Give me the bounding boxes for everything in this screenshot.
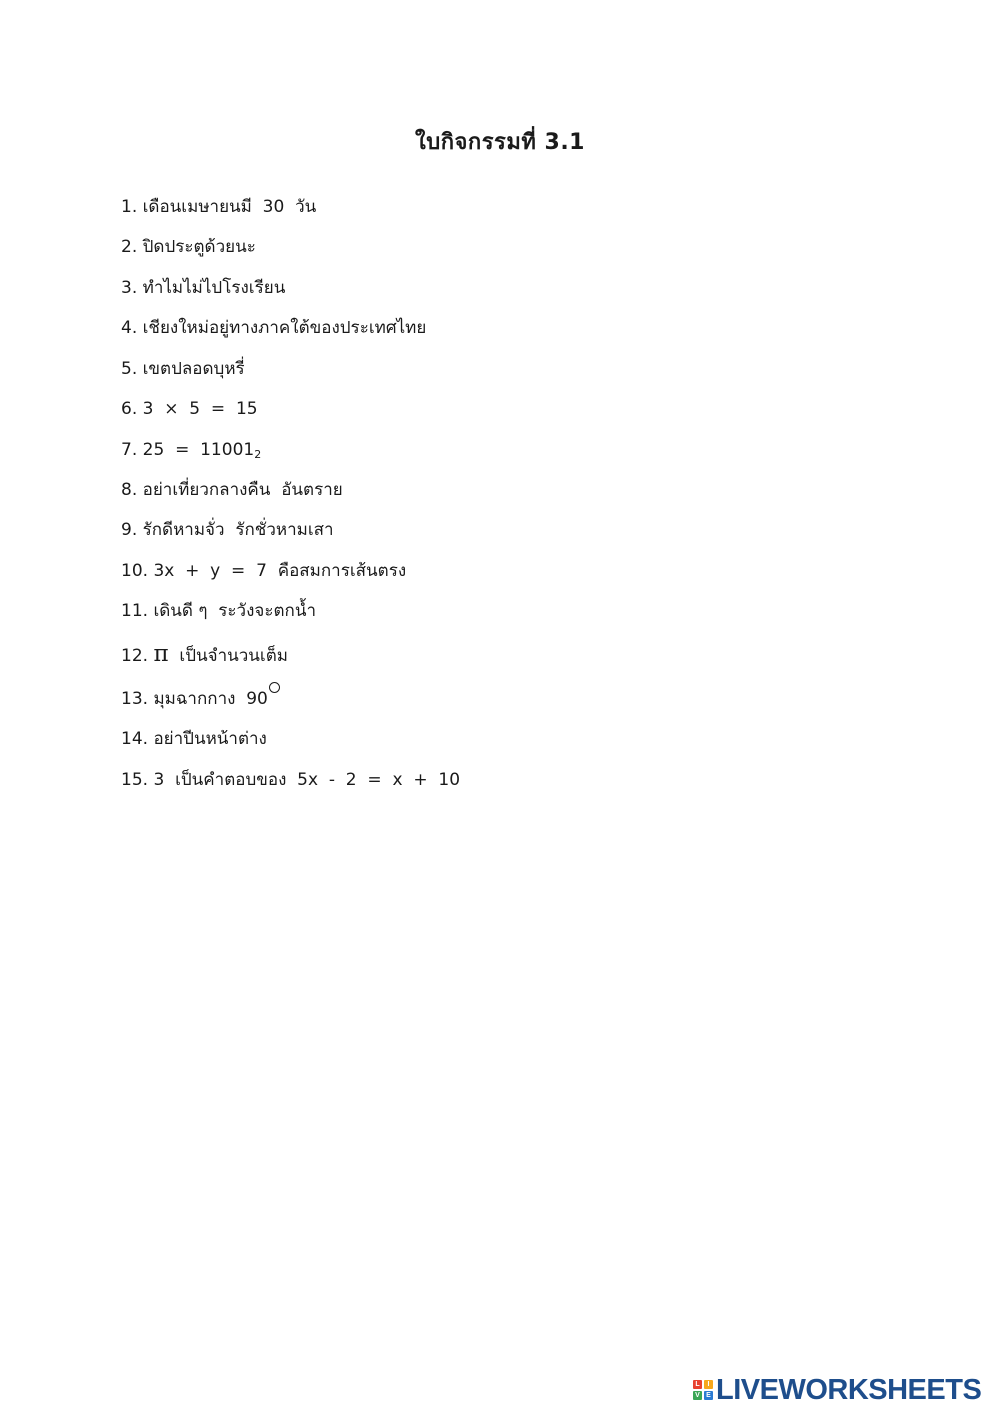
pi-symbol: π bbox=[153, 641, 169, 667]
logo-grid-cell: I bbox=[704, 1380, 713, 1389]
list-item-10: 10. 3x + y = 7 คือสมการเส้นตรง bbox=[121, 561, 407, 581]
liveworksheets-logo bbox=[693, 1376, 981, 1404]
list-item-8: 8. อย่าเที่ยวกลางคืน อันตราย bbox=[121, 480, 343, 500]
list-item-1: 1. เดือนเมษายนมี 30 วัน bbox=[121, 197, 317, 217]
list-item-4: 4. เชียงใหม่อยู่ทางภาคใต้ของประเทศไทย bbox=[121, 318, 427, 338]
logo-grid-cell: V bbox=[693, 1391, 702, 1400]
list-item-7 bbox=[121, 439, 261, 461]
list-item-12 bbox=[121, 643, 288, 667]
base-subscript: 2 bbox=[254, 448, 262, 461]
logo-grid-icon bbox=[693, 1380, 713, 1400]
list-item-14: 14. อย่าปีนหน้าต่าง bbox=[121, 729, 267, 749]
degree-icon bbox=[269, 682, 280, 693]
list-item-15: 15. 3 เป็นคำตอบของ 5x - 2 = x + 10 bbox=[121, 770, 461, 790]
list-item-12-prefix: 12. bbox=[121, 646, 154, 666]
page-title: ใบกิจกรรมที่ 3.1 bbox=[414, 130, 585, 155]
list-item-13-text: 13. มุมฉากกาง 90 bbox=[121, 689, 268, 709]
list-item-2: 2. ปิดประตูด้วยนะ bbox=[121, 237, 256, 257]
logo-text: LIVEWORKSHEETS bbox=[716, 1374, 982, 1406]
list-item-13 bbox=[121, 688, 280, 710]
list-item-11: 11. เดินดี ๆ ระวังจะตกน้ำ bbox=[121, 601, 316, 621]
list-item-3: 3. ทำไมไม่ไปโรงเรียน bbox=[121, 278, 286, 298]
logo-grid-cell: E bbox=[704, 1391, 713, 1400]
list-item-7-text: 7. 25 = 11001 bbox=[121, 440, 255, 460]
list-item-12-suffix: เป็นจำนวนเต็ม bbox=[168, 646, 288, 666]
list-item-5: 5. เขตปลอดบุหรี่ bbox=[121, 359, 245, 379]
list-item-9: 9. รักดีหามจั่ว รักชั่วหามเสา bbox=[121, 520, 334, 540]
list-item-6: 6. 3 × 5 = 15 bbox=[121, 399, 258, 419]
logo-grid-cell: L bbox=[693, 1380, 702, 1389]
